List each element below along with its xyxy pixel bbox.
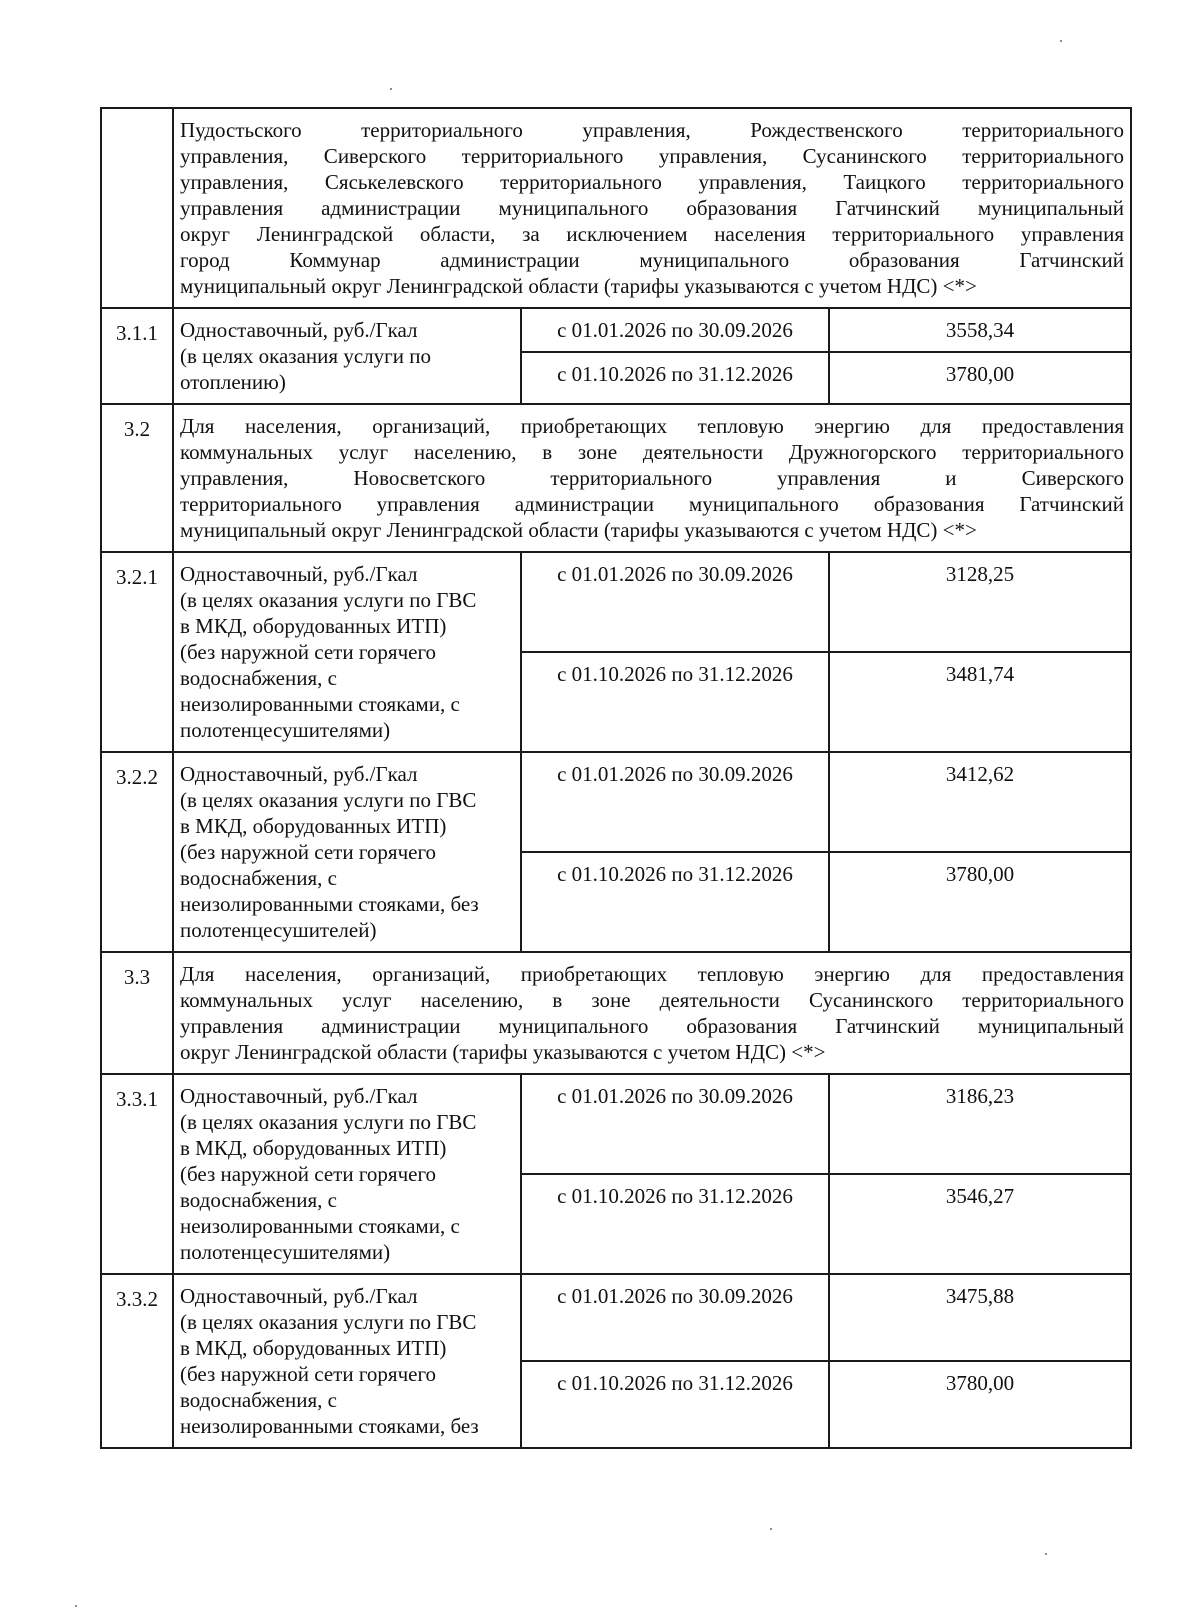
section-line: округ Ленинградской области, за исключением населения территориального управления — [180, 222, 1124, 246]
desc-line: (в целях оказания услуги по — [180, 344, 431, 368]
desc-line: Одноставочный, руб./Гкал — [180, 762, 418, 786]
section-text — [173, 404, 1131, 552]
desc-line: водоснабжения, с — [180, 666, 337, 690]
scan-speck — [75, 1605, 77, 1607]
desc-line: (в целях оказания услуги по ГВС — [180, 1310, 477, 1334]
tariff-description — [173, 1074, 521, 1274]
desc-line: водоснабжения, с — [180, 1388, 337, 1412]
desc-line: Одноставочный, руб./Гкал — [180, 318, 418, 342]
section-line: Для населения, организаций, приобретающих тепловую энергию для предоставления — [180, 962, 1124, 986]
desc-line: полотенцесушителями) — [180, 1240, 391, 1264]
row-number: 3.3.2 — [101, 1274, 173, 1448]
period-cell: с 01.10.2026 по 31.12.2026 — [521, 1361, 829, 1448]
section-row — [101, 404, 1131, 552]
tariff-value: 3475,88 — [829, 1274, 1131, 1361]
row-number: 3.1.1 — [101, 308, 173, 404]
desc-line: в МКД, оборудованных ИТП) — [180, 614, 447, 638]
section-number: 3.3 — [101, 952, 173, 1074]
desc-line: водоснабжения, с — [180, 1188, 337, 1212]
desc-line: Одноставочный, руб./Гкал — [180, 1084, 418, 1108]
section-row — [101, 952, 1131, 1074]
section-text — [173, 952, 1131, 1074]
section-line: округ Ленинградской области (тарифы указываются с учетом НДС) <*> — [180, 1040, 826, 1064]
desc-line: Одноставочный, руб./Гкал — [180, 562, 418, 586]
tariff-value: 3780,00 — [829, 352, 1131, 404]
tariff-description — [173, 308, 521, 404]
tariff-row — [101, 308, 1131, 352]
tariff-value: 3186,23 — [829, 1074, 1131, 1174]
desc-line: (в целях оказания услуги по ГВС — [180, 788, 477, 812]
period-cell: с 01.10.2026 по 31.12.2026 — [521, 1174, 829, 1274]
desc-line: (без наружной сети горячего — [180, 840, 437, 864]
desc-line: неизолированными стояками, с — [180, 1214, 460, 1238]
period-cell: с 01.01.2026 по 30.09.2026 — [521, 752, 829, 852]
desc-line: (без наружной сети горячего — [180, 640, 437, 664]
desc-line: Одноставочный, руб./Гкал — [180, 1284, 418, 1308]
tariff-value: 3780,00 — [829, 852, 1131, 952]
section-num-cell — [101, 108, 173, 308]
section-line: управления, Сяськелевского территориального управления, Таицкого территориального — [180, 170, 1124, 194]
section-line: управления администрации муниципального образования Гатчинский муниципальный — [180, 1014, 1124, 1038]
row-number: 3.2.1 — [101, 552, 173, 752]
scan-speck — [1060, 40, 1062, 42]
scan-speck — [770, 1528, 772, 1530]
section-line: коммунальных услуг населению, в зоне деятельности Дружногорского территориального — [180, 440, 1124, 464]
tariff-value: 3558,34 — [829, 308, 1131, 352]
desc-line: неизолированными стояками, без — [180, 1414, 479, 1438]
tariff-description — [173, 552, 521, 752]
section-line: управления, Новосветского территориального управления и Сиверского — [180, 466, 1124, 490]
section-line: муниципальный округ Ленинградской области (тарифы указываются с учетом НДС) <*> — [180, 274, 977, 298]
desc-line: полотенцесушителей) — [180, 918, 377, 942]
period-cell: с 01.10.2026 по 31.12.2026 — [521, 352, 829, 404]
row-number: 3.3.1 — [101, 1074, 173, 1274]
scan-speck — [1045, 1553, 1047, 1555]
section-text — [173, 108, 1131, 308]
tariff-description — [173, 1274, 521, 1448]
tariff-value: 3412,62 — [829, 752, 1131, 852]
tariff-value: 3546,27 — [829, 1174, 1131, 1274]
section-line: Для населения, организаций, приобретающих тепловую энергию для предоставления — [180, 414, 1124, 438]
period-cell: с 01.10.2026 по 31.12.2026 — [521, 852, 829, 952]
desc-line: неизолированными стояками, с — [180, 692, 460, 716]
tariff-value: 3481,74 — [829, 652, 1131, 752]
desc-line: в МКД, оборудованных ИТП) — [180, 1336, 447, 1360]
desc-line: (без наружной сети горячего — [180, 1362, 437, 1386]
desc-line: в МКД, оборудованных ИТП) — [180, 814, 447, 838]
section-line: Пудостьского территориального управления, Рождественского территориального — [180, 118, 1124, 142]
tariff-description — [173, 752, 521, 952]
desc-line: неизолированными стояками, без — [180, 892, 479, 916]
period-cell: с 01.01.2026 по 30.09.2026 — [521, 1074, 829, 1174]
section-line: территориального управления администрации муниципального образования Гатчинский — [180, 492, 1124, 516]
period-cell: с 01.01.2026 по 30.09.2026 — [521, 1274, 829, 1361]
tariff-row — [101, 1074, 1131, 1174]
row-number: 3.2.2 — [101, 752, 173, 952]
desc-line: (без наружной сети горячего — [180, 1162, 437, 1186]
desc-line: (в целях оказания услуги по ГВС — [180, 588, 477, 612]
desc-line: отоплению) — [180, 370, 286, 394]
tariff-table — [100, 107, 1132, 1449]
period-cell: с 01.01.2026 по 30.09.2026 — [521, 552, 829, 652]
tariff-row — [101, 752, 1131, 852]
section-line: муниципальный округ Ленинградской области (тарифы указываются с учетом НДС) <*> — [180, 518, 977, 542]
tariff-row — [101, 552, 1131, 652]
desc-line: полотенцесушителями) — [180, 718, 391, 742]
section-row-top — [101, 108, 1131, 308]
period-cell: с 01.10.2026 по 31.12.2026 — [521, 652, 829, 752]
desc-line: в МКД, оборудованных ИТП) — [180, 1136, 447, 1160]
desc-line: водоснабжения, с — [180, 866, 337, 890]
desc-line: (в целях оказания услуги по ГВС — [180, 1110, 477, 1134]
tariff-value: 3128,25 — [829, 552, 1131, 652]
section-line: управления, Сиверского территориального управления, Сусанинского территориального — [180, 144, 1124, 168]
tariff-row — [101, 1274, 1131, 1361]
section-line: управления администрации муниципального образования Гатчинский муниципальный — [180, 196, 1124, 220]
period-cell: с 01.01.2026 по 30.09.2026 — [521, 308, 829, 352]
tariff-value: 3780,00 — [829, 1361, 1131, 1448]
section-number: 3.2 — [101, 404, 173, 552]
section-line: город Коммунар администрации муниципального образования Гатчинский — [180, 248, 1124, 272]
scan-speck — [390, 88, 392, 90]
section-line: коммунальных услуг населению, в зоне деятельности Сусанинского территориального — [180, 988, 1124, 1012]
